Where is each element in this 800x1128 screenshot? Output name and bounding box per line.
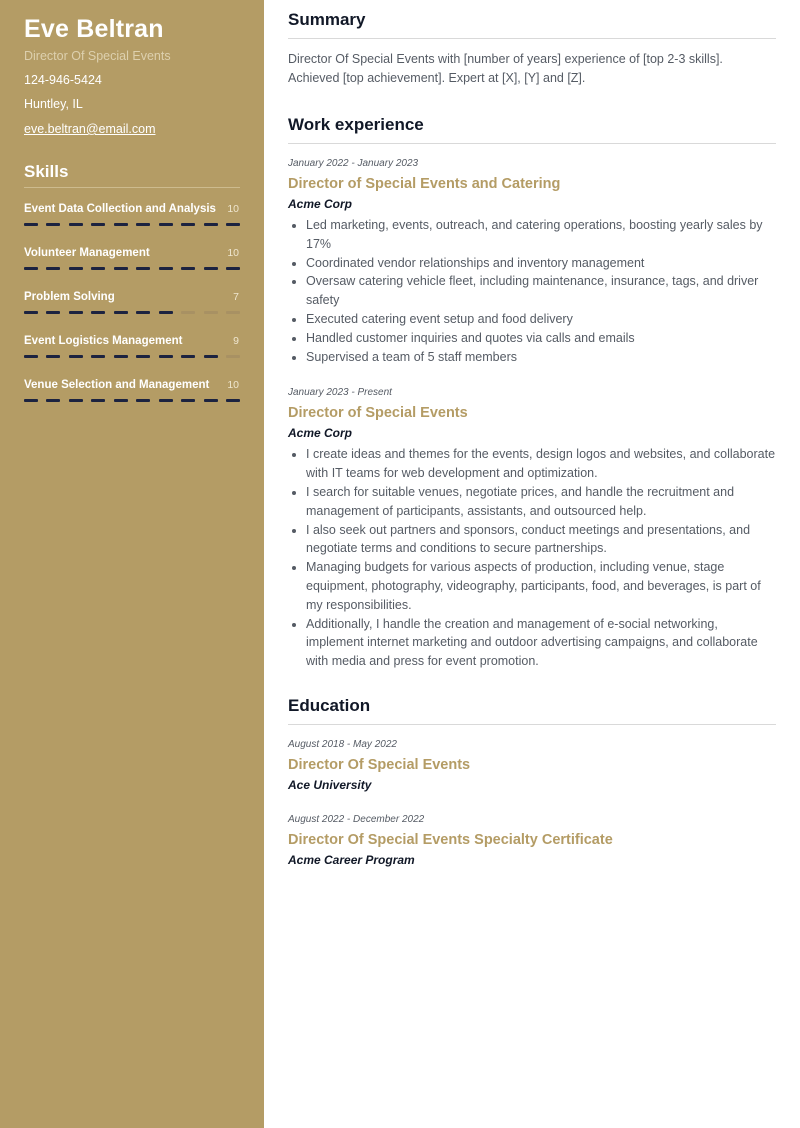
skill-segment-filled [24, 399, 38, 402]
location: Huntley, IL [24, 97, 83, 111]
skill-segment-filled [204, 223, 218, 226]
skill-name: Event Logistics Management [24, 335, 183, 347]
job-bullets [288, 445, 776, 671]
job-company: Acme Corp [288, 426, 353, 441]
skill-segment-filled [24, 267, 38, 270]
skill-segment-empty [204, 311, 218, 314]
skill-segment-filled [159, 267, 173, 270]
skill-segment-filled [69, 223, 83, 226]
skill-segment-filled [136, 267, 150, 270]
skill-value: 10 [227, 247, 239, 259]
skill-segment-filled [204, 399, 218, 402]
skill-level-bar [24, 267, 240, 270]
skill-segment-filled [91, 399, 105, 402]
main-content [288, 0, 776, 868]
skill-segment-filled [91, 223, 105, 226]
skill-segment-filled [24, 223, 38, 226]
skill-segment-empty [226, 355, 240, 358]
skill-segment-filled [114, 311, 128, 314]
bullet-item: • Additionally, I handle the creation and management of e-social networking, implement internet marketing and outdoor advertising campaigns, and collaborate with media and press for event promotion. [306, 615, 776, 671]
skill-segment-filled [91, 311, 105, 314]
skill-segment-filled [136, 223, 150, 226]
skill-segment-filled [181, 399, 195, 402]
job-date: January 2022 - January 2023 [288, 158, 419, 169]
job-title: Director of Special Events [288, 405, 468, 422]
phone-number: 124-946-5424 [24, 73, 102, 87]
skill-segment-filled [46, 311, 60, 314]
job-bullets [288, 216, 776, 366]
summary-heading: Summary [288, 9, 776, 39]
education-date: August 2018 - May 2022 [288, 738, 397, 750]
education-entry [288, 813, 776, 868]
education-section [288, 695, 776, 868]
skill-segment-empty [181, 311, 195, 314]
skill-segment-filled [91, 355, 105, 358]
skill-name: Problem Solving [24, 291, 115, 303]
skill-segment-filled [69, 355, 83, 358]
skill-segment-filled [24, 355, 38, 358]
bullet-item: • I search for suitable venues, negotiate prices, and handle the recruitment and management of participants, assistants, and outsourced help. [306, 483, 776, 521]
skill-name: Event Data Collection and Analysis [24, 203, 216, 215]
skill-segment-filled [159, 355, 173, 358]
skills-list [24, 188, 240, 408]
skill-segment-filled [69, 267, 83, 270]
summary-section [288, 9, 776, 88]
bullet-item: • Oversaw catering vehicle fleet, including maintenance, insurance, tags, and driver safety [306, 272, 776, 310]
skill-segment-filled [24, 311, 38, 314]
education-school: Acme Career Program [288, 852, 415, 867]
candidate-name: Eve Beltran [24, 15, 164, 43]
education-degree: Director Of Special Events [288, 756, 471, 773]
skill-value: 7 [233, 291, 239, 303]
skill-level-bar [24, 355, 240, 358]
education-school: Ace University [288, 777, 372, 792]
email-link[interactable]: eve.beltran@email.com [24, 122, 156, 136]
sidebar [0, 0, 264, 1128]
job-company: Acme Corp [288, 197, 353, 211]
education-entry [288, 738, 776, 793]
skill-segment-filled [226, 399, 240, 402]
skill-segment-filled [181, 355, 195, 358]
bullet-item: • Handled customer inquiries and quotes via calls and emails [306, 329, 776, 348]
education-date: August 2022 - December 2022 [288, 813, 425, 825]
skills-heading: Skills [24, 162, 240, 188]
skill-item [24, 320, 240, 364]
skill-segment-filled [136, 311, 150, 314]
skill-level-bar [24, 223, 240, 226]
skill-segment-filled [46, 355, 60, 358]
skill-segment-filled [91, 267, 105, 270]
skill-segment-empty [226, 311, 240, 314]
skill-segment-filled [226, 223, 240, 226]
education-degree: Director Of Special Events Specialty Certificate [288, 831, 613, 848]
skill-segment-filled [46, 223, 60, 226]
skill-level-bar [24, 311, 240, 314]
skill-value: 10 [227, 379, 239, 391]
work-heading: Work experience [288, 114, 776, 144]
skill-segment-filled [46, 399, 60, 402]
skill-segment-filled [114, 355, 128, 358]
candidate-title: Director Of Special Events [24, 49, 171, 63]
skill-segment-filled [114, 223, 128, 226]
education-heading: Education [288, 695, 776, 725]
skill-segment-filled [46, 267, 60, 270]
bullet-item: • Coordinated vendor relationships and inventory management [306, 254, 776, 273]
bullet-item: • Led marketing, events, outreach, and catering operations, boosting yearly sales by 17% [306, 216, 776, 254]
skill-item [24, 232, 240, 276]
skill-name: Volunteer Management [24, 247, 150, 259]
bullet-item: • Executed catering event setup and food delivery [306, 310, 776, 329]
skill-segment-filled [69, 311, 83, 314]
skill-segment-filled [159, 223, 173, 226]
skill-segment-filled [181, 267, 195, 270]
skill-name: Venue Selection and Management [24, 379, 210, 391]
bullet-item: • Supervised a team of 5 staff members [306, 348, 776, 367]
skill-item [24, 188, 240, 232]
skill-value: 9 [233, 335, 239, 347]
skill-segment-filled [181, 223, 195, 226]
work-section [288, 114, 776, 671]
skill-segment-filled [114, 399, 128, 402]
skill-segment-filled [159, 399, 173, 402]
skill-item [24, 276, 240, 320]
job-date: January 2023 - Present [288, 387, 392, 399]
skill-segment-filled [136, 399, 150, 402]
skill-segment-filled [226, 267, 240, 270]
skill-value: 10 [227, 203, 239, 215]
bullet-item: • I also seek out partners and sponsors, conduct meetings and presentations, and negotiate terms and conditions to secure partnerships. [306, 521, 776, 559]
skill-segment-filled [114, 267, 128, 270]
bullet-item: • I create ideas and themes for the events, design logos and websites, and collaborate with IT teams for web development and optimization. [306, 445, 776, 483]
skill-item [24, 364, 240, 408]
job-entry [288, 157, 776, 366]
job-entry [288, 386, 776, 671]
skill-segment-filled [136, 355, 150, 358]
job-title: Director of Special Events and Catering [288, 176, 561, 192]
skill-segment-filled [204, 355, 218, 358]
skill-segment-filled [159, 311, 173, 314]
skill-level-bar [24, 399, 240, 402]
summary-text: Director Of Special Events with [number of years] experience of [top 2-3 skills]. Achieved [top achievement]. Expert at [X], [Y] and [Z]. [288, 52, 723, 85]
skill-segment-filled [69, 399, 83, 402]
bullet-item: • Managing budgets for various aspects of production, including venue, stage equipment, photography, videography, participants, food, and beverages, is part of my responsibilities. [306, 558, 776, 614]
skill-segment-filled [204, 267, 218, 270]
